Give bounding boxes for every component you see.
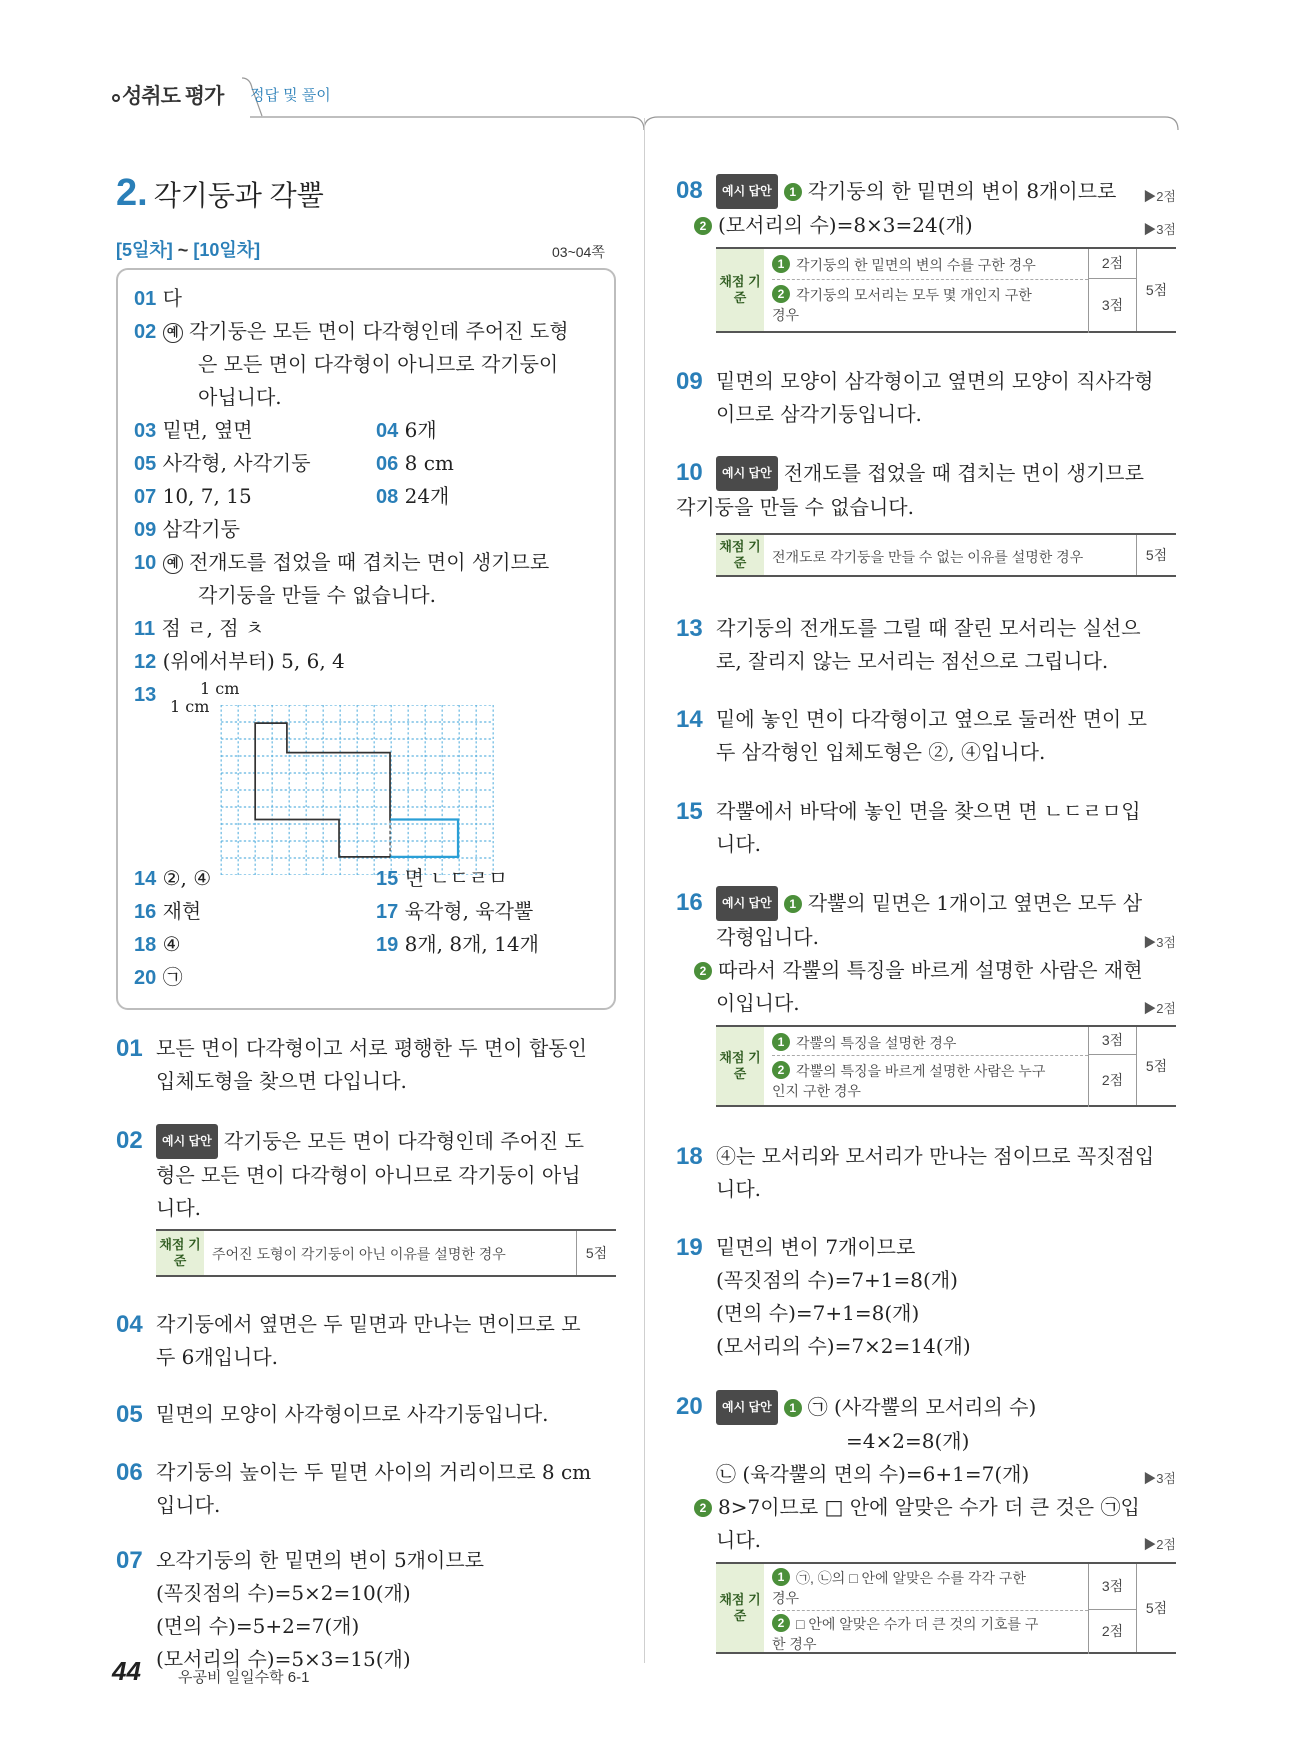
answer-10-line2: 각기둥을 만들 수 없습니다. [198,583,436,607]
answer-16: 16 재현 [134,899,202,923]
page-number: 44 [112,1656,141,1686]
answer-08: 08 24개 [376,484,450,508]
logo: 성취도 평가 [112,76,244,112]
explanation-10: 10 예시 답안 전개도를 접었을 때 겹치는 면이 생기므로 각기둥을 만들 수 없습니다. [676,456,1176,524]
answer-10: 10 예 전개도를 접었을 때 겹치는 면이 생기므로 [134,550,550,574]
answer-02-line2: 은 모든 면이 다각형이 아니므로 각기둥이 [198,352,559,376]
breadcrumb: 정답 및 풀이 [250,87,331,104]
grading-table-20: 채점 기준 1 ㉠, ㉡의 □ 안에 알맞은 수를 각각 구한 경우 2 □ 안에 알맞은 수가 더 큰 것의 기호를 구 한 경우 3점 2점 5점 [716,1562,1176,1654]
answer-07: 07 10, 7, 15 [134,484,252,508]
explanation-08: 08 예시 답안 1 각기둥의 한 밑면의 변이 8개이므로 ▶2점 2 (모서리의 수)=8×3=24(개) ▶3점 [676,174,1176,242]
answer-05: 05 사각형, 사각기둥 [134,451,311,475]
answer-15: 15 면 ㄴㄷㄹㅁ [376,866,508,890]
explanation-04: 04 각기둥에서 옆면은 두 밑면과 만나는 면이므로 모 두 6개입니다. [116,1311,581,1369]
header-rule [0,0,1291,140]
grid-scale-top: 1 cm [200,679,240,698]
explanation-18: 18 ④는 모서리와 모서리가 만나는 점이므로 꼭짓점입 니다. [676,1143,1155,1201]
answer-01: 01 다 [134,286,182,310]
answer-09: 09 삼각기둥 [134,517,240,541]
answer-11: 11 점 ㄹ, 점 ㅊ [134,616,265,640]
grid-scale-left: 1 cm [170,697,210,716]
section-title: 2. 각기둥과 각뿔 [116,172,324,214]
explanation-02: 02 예시 답안 각기둥은 모든 면이 다각형인데 주어진 도 형은 모든 면이 다각형이 아니므로 각기둥이 아닙 니다. [116,1124,616,1225]
explanation-06: 06 각기둥의 높이는 두 밑면 사이의 거리이므로 8 cm 입니다. [116,1459,592,1517]
answer-06: 06 8 cm [376,451,454,475]
day-range: [5일차] ~ [10일차] [116,240,261,260]
grading-table-16: 채점 기준 1 각뿔의 특징을 설명한 경우 2 각뿔의 특징을 바르게 설명한 사람은 누구 인지 구한 경우 3점 2점 5점 [716,1025,1176,1107]
explanation-05: 05 밑면의 모양이 사각형이므로 사각기둥입니다. [116,1401,549,1428]
grading-table-02: 채점 기준 주어진 도형이 각기둥이 아닌 이유를 설명한 경우 5점 [156,1229,616,1277]
explanation-20: 20 예시 답안 1 ㉠ (사각뿔의 모서리의 수) =4×2=8(개) ㉡ (육각뿔의 면의 수)=6+1=7(개) ▶3점 2 8>7이므로 □ 안에 알맞은 수가 더 큰 것은 ㉠입 니다. ▶2점 [676,1390,1176,1557]
answer-20: 20 ㉠ [134,965,183,989]
answer-17: 17 육각형, 육각뿔 [376,899,534,923]
net-grid-figure [210,705,510,875]
explanation-15: 15 각뿔에서 바닥에 놓인 면을 찾으면 면 ㄴㄷㄹㅁ입 니다. [676,798,1141,856]
answer-04: 04 6개 [376,418,437,442]
answer-18: 18 ④ [134,932,181,956]
answer-13: 13 [134,684,157,706]
answer-19: 19 8개, 8개, 14개 [376,932,539,956]
answer-12: 12 (위에서부터) 5, 6, 4 [134,649,345,673]
column-divider [644,118,645,1663]
grading-table-08: 채점 기준 1 각기둥의 한 밑면의 변의 수를 구한 경우 2 각기둥의 모서리는 모두 몇 개인지 구한 경우 2점 3점 5점 [716,247,1176,333]
answer-02: 02 예 각기둥은 모든 면이 다각형인데 주어진 도형 [134,319,569,343]
grading-table-10: 채점 기준 전개도로 각기둥을 만들 수 없는 이유를 설명한 경우 5점 [716,533,1176,577]
explanation-19: 19 밑면의 변이 7개이므로 (꼭짓점의 수)=7+1=8(개) (면의 수)=7+1=8(개) (모서리의 수)=7×2=14(개) [676,1234,971,1358]
explanation-07: 07 오각기둥의 한 밑면의 변이 5개이므로 (꼭짓점의 수)=5×2=10(개) (면의 수)=5+2=7(개) (모서리의 수)=5×3=15(개) [116,1547,484,1671]
book-title: 우공비 일일수학 6-1 [178,1669,310,1686]
answer-14: 14 ②, ④ [134,866,212,890]
page-reference: 03~04쪽 [552,244,605,260]
explanation-13: 13 각기둥의 전개도를 그릴 때 잘린 모서리는 실선으 로, 잘리지 않는 모서리는 점선으로 그립니다. [676,615,1141,673]
explanation-14: 14 밑에 놓인 면이 다각형이고 옆으로 둘러싼 면이 모 두 삼각형인 입체도형은 ②, ④입니다. [676,706,1147,764]
explanation-01: 01 모든 면이 다각형이고 서로 평행한 두 면이 합동인 입체도형을 찾으면 다입니다. [116,1035,587,1093]
answer-02-line3: 아닙니다. [198,385,282,409]
explanation-09: 09 밑면의 모양이 삼각형이고 옆면의 모양이 직사각형 이므로 삼각기둥입니다. [676,368,1154,426]
answer-03: 03 밑면, 옆면 [134,418,253,442]
explanation-16: 16 예시 답안 1 각뿔의 밑면은 1개이고 옆면은 모두 삼 각형입니다. ▶3점 2 따라서 각뿔의 특징을 바르게 설명한 사람은 재현 이입니다. ▶2점 [676,886,1176,1020]
